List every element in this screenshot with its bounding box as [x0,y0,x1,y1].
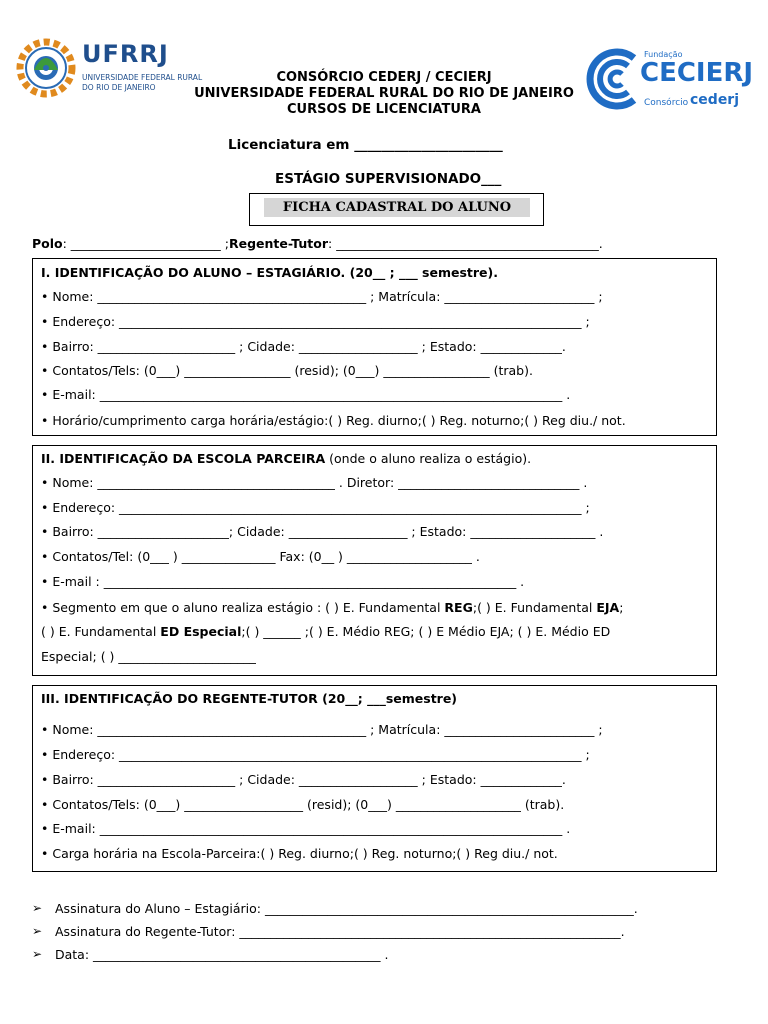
regente-email-field[interactable]: • E-mail: __________________________________________________________________________ . [41,821,571,836]
regente-bairro-field[interactable]: • Bairro: ______________________ ; Cidade: ___________________ ; Estado: _____________. [41,772,566,787]
licenciatura-field[interactable]: Licenciatura em ______________________ [228,137,503,153]
escola-endereco-field[interactable]: • Endereço: __________________________________________________________________________ ; [41,500,590,515]
ficha-title-box [249,193,544,226]
segmento-eja: EJA [596,600,620,615]
arrow-bullet-icon: ➢ [32,901,43,915]
seg2-text-a: ( ) E. Fundamental [41,624,161,639]
assinatura-aluno-field[interactable]: Assinatura do Aluno – Estagiário: ___________________________________________________________. [55,901,638,916]
regente-endereco-field[interactable]: • Endereço: __________________________________________________________________________ ; [41,747,590,762]
section-escola-title [41,451,531,466]
seg2-ed-especial: ED Especial [160,624,242,639]
arrow-bullet-icon: ➢ [32,924,43,938]
escola-contatos-field[interactable]: • Contatos/Tel: (0___ ) _______________ Fax: (0__ ) ____________________ . [41,549,480,564]
section-escola-title-bold: II. IDENTIFICAÇÃO DA ESCOLA PARCEIRA [41,451,326,466]
cecierj-cederj: cederj [690,92,740,108]
data-field[interactable]: Data: ______________________________________________ . [55,947,389,962]
escola-bairro-field[interactable]: • Bairro: _____________________; Cidade: ___________________ ; Estado: ____________________ . [41,524,604,539]
aluno-bairro-field[interactable]: • Bairro: ______________________ ; Cidade: ___________________ ; Estado: _____________. [41,339,566,354]
polo-label: Polo [32,236,63,251]
cecierj-consorcio: Consórcio [644,98,689,108]
assinatura-regente-field[interactable]: Assinatura do Regente-Tutor: _____________________________________________________________. [55,924,625,939]
header-line-3: CURSOS DE LICENCIATURA [287,102,481,117]
segmento-text-c: ; [619,600,624,615]
section-aluno-title: I. IDENTIFICAÇÃO DO ALUNO – ESTAGIÁRIO. (20__ ; ___ semestre). [41,265,498,280]
estagio-title: ESTÁGIO SUPERVISIONADO___ [275,171,502,187]
regente-field[interactable]: : __________________________________________. [328,236,603,251]
cecierj-name: CECIERJ [640,58,754,88]
ufrrj-subtitle-1: UNIVERSIDADE FEDERAL RURAL [82,73,203,82]
section-escola-title-rest: (onde o aluno realiza o estágio). [325,451,532,466]
aluno-horario-options[interactable]: • Horário/cumprimento carga horária/estágio:( ) Reg. diurno;( ) Reg. noturno;( ) Reg diu./ not. [41,413,626,428]
segmento-text-b: ;( ) E. Fundamental [472,600,597,615]
ufrrj-name: UFRRJ [82,40,169,68]
section-regente-title: III. IDENTIFICAÇÃO DO REGENTE-TUTOR (20__; ___semestre) [41,691,458,706]
regente-nome-field[interactable]: • Nome: ___________________________________________ ; Matrícula: ________________________ ; [41,722,603,737]
aluno-email-field[interactable]: • E-mail: __________________________________________________________________________ . [41,387,571,402]
ufrrj-subtitle-2: DO RIO DE JANEIRO [82,83,156,92]
aluno-contatos-field[interactable]: • Contatos/Tels: (0___) _________________ (resid); (0___) _________________ (trab). [41,363,533,378]
aluno-endereco-field[interactable]: • Endereço: __________________________________________________________________________ ; [41,314,590,329]
polo-field[interactable]: : ________________________ ; [62,236,229,251]
header-line-2: UNIVERSIDADE FEDERAL RURAL DO RIO DE JANEIRO [194,86,574,101]
header-line-1: CONSÓRCIO CEDERJ / CECIERJ [276,70,492,85]
segmento-text-a: • Segmento em que o aluno realiza estágio : ( ) E. Fundamental [41,600,445,615]
segmento-reg: REG [444,600,473,615]
escola-email-field[interactable]: • E-mail : __________________________________________________________________ . [41,574,525,589]
segmento-options-1[interactable] [41,600,623,615]
escola-nome-field[interactable]: • Nome: ______________________________________ . Diretor: _____________________________ . [41,475,588,490]
ficha-title: FICHA CADASTRAL DO ALUNO [264,198,530,217]
polo-regente-row[interactable] [32,236,603,251]
segmento-options-2[interactable] [41,624,610,639]
aluno-nome-field[interactable]: • Nome: ___________________________________________ ; Matrícula: ________________________ ; [41,289,603,304]
regente-carga-options[interactable]: • Carga horária na Escola-Parceira:( ) Reg. diurno;( ) Reg. noturno;( ) Reg diu./ not. [41,846,558,861]
segmento-options-3[interactable]: Especial; ( ) ______________________ [41,649,256,664]
arrow-bullet-icon: ➢ [32,947,43,961]
regente-contatos-field[interactable]: • Contatos/Tels: (0___) ___________________ (resid); (0___) ____________________ (trab). [41,797,565,812]
cecierj-fundacao: Fundação [644,50,683,59]
seg2-text-b: ;( ) ______ ;( ) E. Médio REG; ( ) E Médio EJA; ( ) E. Médio ED [241,624,611,639]
regente-label: Regente-Tutor [229,236,329,251]
